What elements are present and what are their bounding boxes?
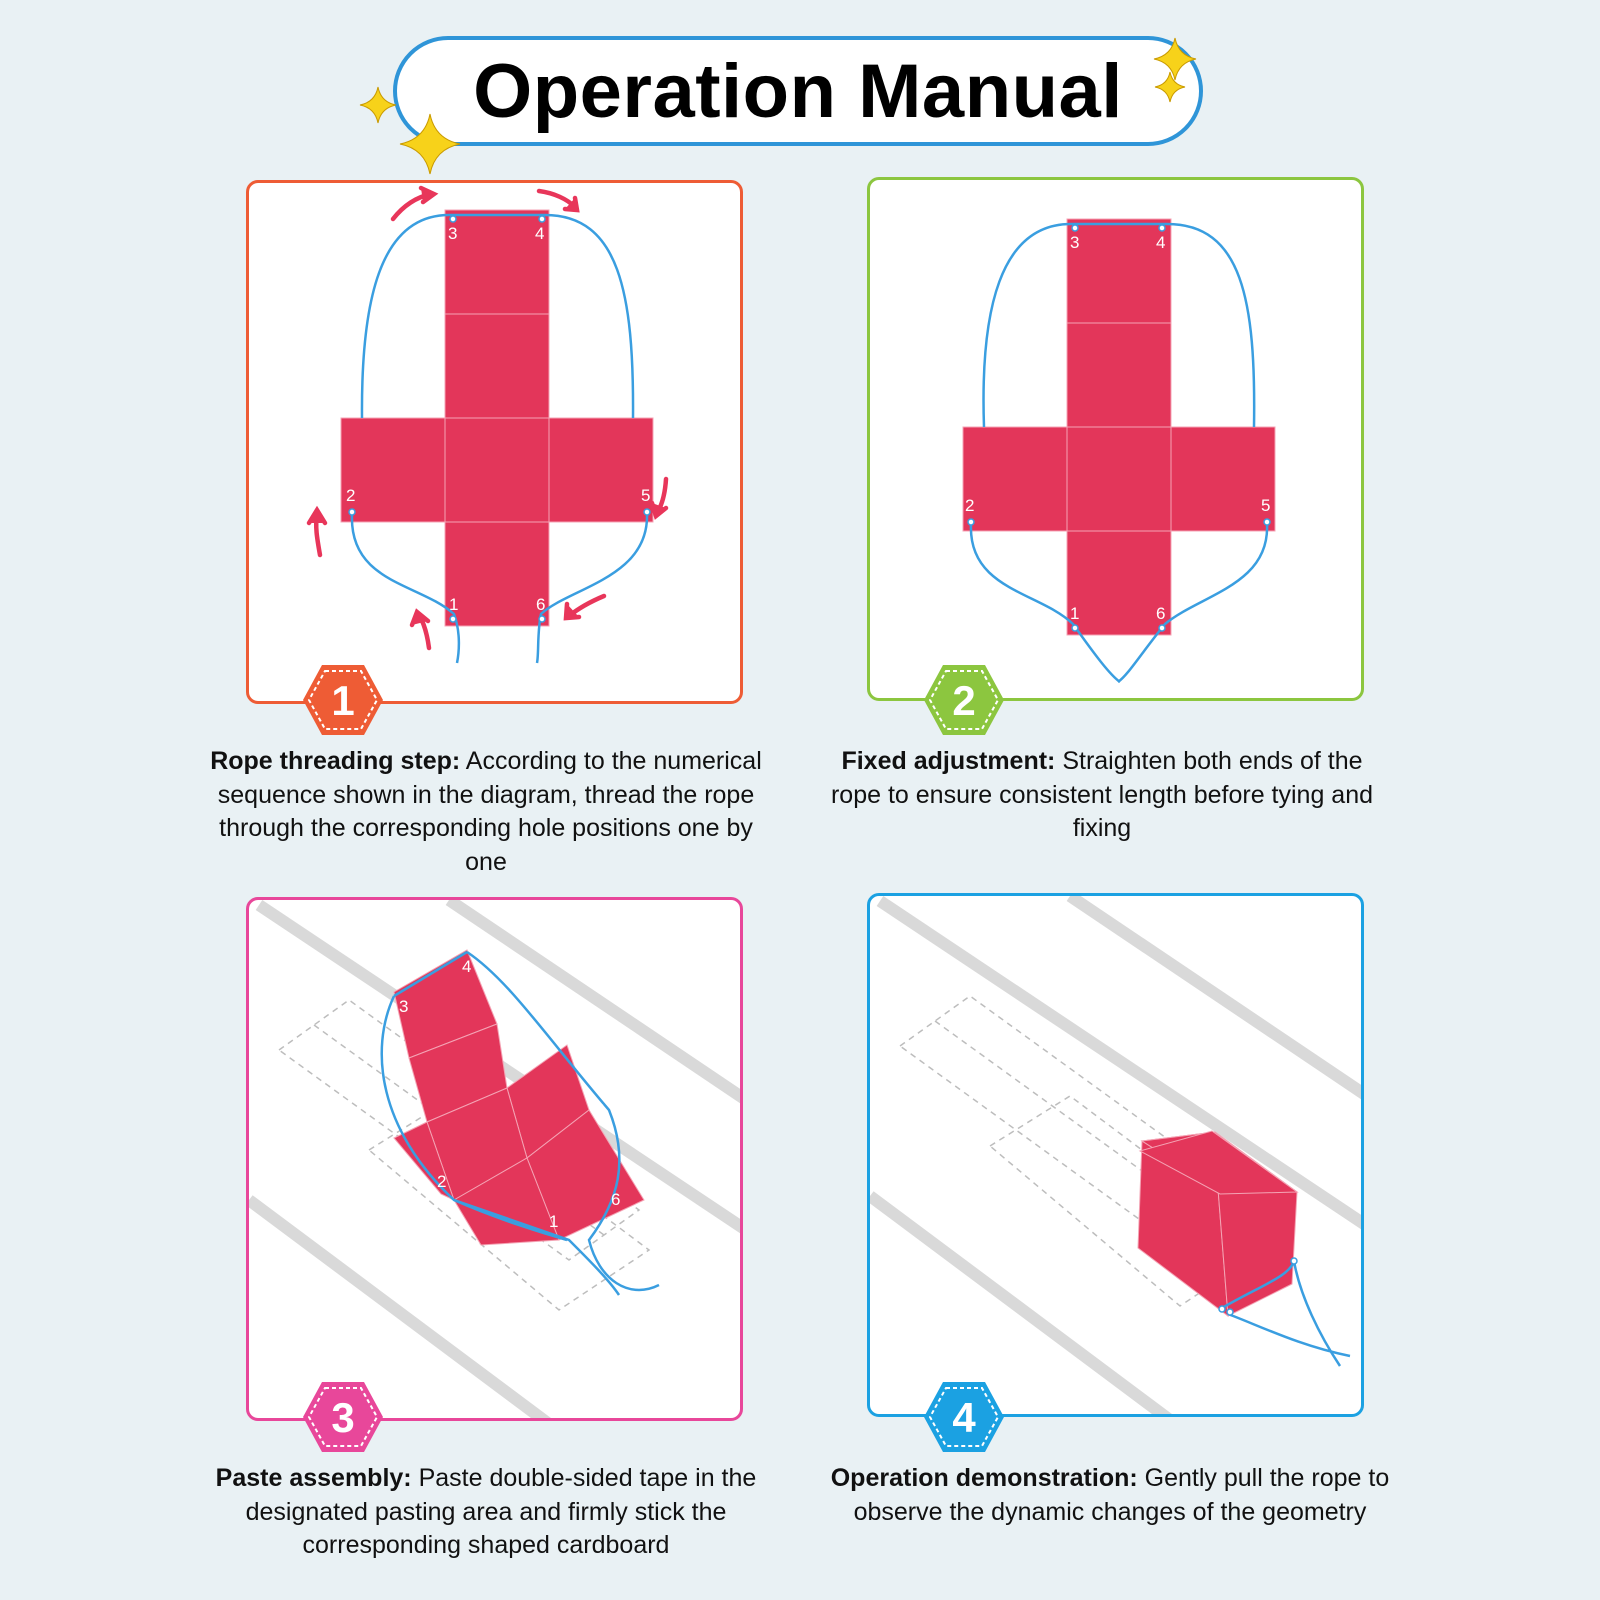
step-3-heading: Paste assembly: xyxy=(215,1464,412,1492)
hole-label: 5 xyxy=(595,1101,605,1120)
paste-assembly-diagram xyxy=(249,900,743,1421)
step-4-heading: Operation demonstration: xyxy=(830,1464,1138,1492)
hole-label: 5 xyxy=(1261,496,1271,515)
hole-label: 6 xyxy=(611,1190,621,1209)
step-4-number: 4 xyxy=(952,1394,976,1441)
step-2-caption xyxy=(822,745,1382,846)
step-3-panel xyxy=(246,897,743,1421)
page-title: Operation Manual xyxy=(473,48,1123,134)
step-1-text: According to the numerical sequence shown in the diagram, thread the rope through the corresponding hole positions one by one xyxy=(217,747,762,876)
cube-net xyxy=(963,219,1275,635)
step-1-heading: Rope threading step: xyxy=(210,747,461,775)
cube-net xyxy=(341,210,653,626)
step-3-number: 3 xyxy=(331,1394,355,1441)
hole-label: 1 xyxy=(1070,604,1080,623)
step-1-badge xyxy=(301,663,385,737)
title-banner xyxy=(393,36,1203,146)
hole-label: 4 xyxy=(535,224,545,243)
folding-net xyxy=(394,950,644,1245)
hole-label: 6 xyxy=(1156,604,1166,623)
cube-demonstration-diagram xyxy=(870,896,1364,1417)
step-2-number: 2 xyxy=(952,677,976,724)
step-2-panel xyxy=(867,177,1364,701)
sparkle-star-icon xyxy=(358,85,398,125)
step-3-badge xyxy=(301,1380,385,1454)
hole-label: 6 xyxy=(536,595,546,614)
hole-label: 2 xyxy=(346,486,356,505)
hole-label: 5 xyxy=(641,486,651,505)
hole-label: 3 xyxy=(448,224,458,243)
hole-label: 1 xyxy=(449,595,459,614)
step-4-text: Gently pull the rope to observe the dynamic changes of the geometry xyxy=(853,1464,1390,1526)
cube-net-tied-diagram xyxy=(870,180,1364,701)
step-1-panel xyxy=(246,180,743,704)
hole-label: 3 xyxy=(1070,233,1080,252)
step-2-text: Straighten both ends of the rope to ensure consistent length before tying and fixing xyxy=(830,747,1374,842)
hole-label: 1 xyxy=(549,1212,559,1231)
hole-label: 4 xyxy=(1156,233,1166,252)
step-1-number: 1 xyxy=(331,677,355,724)
cube-net-threading-diagram xyxy=(249,183,743,704)
step-3-text: Paste double-sided tape in the designated pasting area and firmly stick the corresponding shaped cardboard xyxy=(245,1464,757,1559)
hole-label: 2 xyxy=(437,1172,447,1191)
step-3-caption xyxy=(206,1462,766,1563)
hole-label: 3 xyxy=(399,997,409,1016)
step-2-badge xyxy=(922,663,1006,737)
hole-label: 4 xyxy=(462,957,472,976)
sparkle-star-icon xyxy=(1153,70,1187,104)
hole-label: 2 xyxy=(965,496,975,515)
step-1-caption xyxy=(206,745,766,879)
step-4-panel xyxy=(867,893,1364,1417)
step-4-caption xyxy=(830,1462,1390,1529)
step-2-heading: Fixed adjustment: xyxy=(841,747,1056,775)
sparkle-star-icon xyxy=(398,112,462,176)
step-4-badge xyxy=(922,1380,1006,1454)
